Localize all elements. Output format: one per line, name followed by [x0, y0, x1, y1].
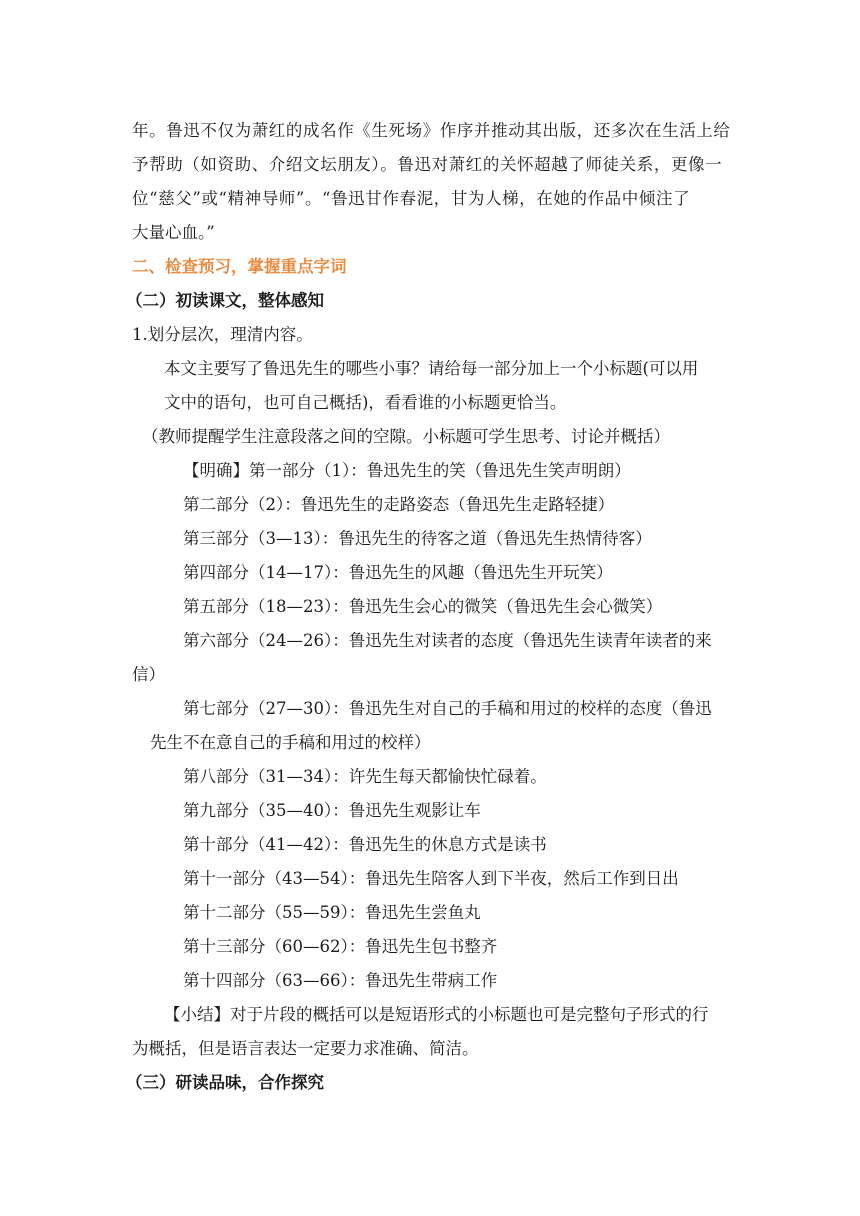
question-line-2: 文中的语句，也可自己概括)，看看谁的小标题更恰当。 [164, 393, 567, 412]
part-7-line-1: 第七部分（27—30）：鲁迅先生对自己的手稿和用过的校样的态度（鲁迅 [183, 699, 712, 718]
summary-line-1: 【小结】对于片段的概括可以是短语形式的小标题也可是完整句子形式的行 [164, 1005, 709, 1024]
part-14: 第十四部分（63—66）：鲁迅先生带病工作 [183, 971, 498, 990]
intro-line-1: 年。鲁迅不仅为萧红的成名作《生死场》作序并推动其出版，还多次在生活上给 [132, 121, 731, 140]
part-11: 第十一部分（43—54）：鲁迅先生陪客人到下半夜，然后工作到日出 [183, 869, 679, 888]
subsection-heading: （二）初读课文，整体感知 [126, 291, 324, 310]
intro-line-3: 位“慈父”或“精神导师”。“鲁迅甘作春泥，甘为人梯，在她的作品中倾注了 [132, 189, 691, 208]
part-9: 第九部分（35—40）：鲁迅先生观影让车 [183, 801, 481, 820]
item-label: 1.划分层次，理清内容。 [132, 325, 313, 344]
part-6-line-2: 信） [132, 665, 165, 684]
subsection-heading-3: （三）研读品味，合作探究 [126, 1073, 324, 1092]
part-6-line-1: 第六部分（24—26）：鲁迅先生对读者的态度（鲁迅先生读青年读者的来 [183, 631, 712, 650]
intro-line-2: 予帮助（如资助、介绍文坛朋友）。鲁迅对萧红的关怀超越了师徒关系，更像一 [132, 155, 723, 174]
teacher-note: （教师提醒学生注意段落之间的空隙。小标题可学生思考、讨论并概括） [142, 427, 670, 446]
part-8: 第八部分（31—34）：许先生每天都愉快忙碌着。 [183, 767, 547, 786]
part-4: 第四部分（14—17）：鲁迅先生的风趣（鲁迅先生开玩笑） [183, 563, 613, 582]
part-2: 第二部分（2）：鲁迅先生的走路姿态（鲁迅先生走路轻捷） [183, 495, 615, 514]
part-5: 第五部分（18—23）：鲁迅先生会心的微笑（鲁迅先生会心微笑） [183, 597, 663, 616]
intro-line-4: 大量心血。” [132, 223, 215, 242]
part-7-line-2: 先生不在意自己的手稿和用过的校样） [150, 733, 431, 752]
part-1: 【明确】第一部分（1）：鲁迅先生的笑（鲁迅先生笑声明朗） [183, 461, 631, 480]
question-line-1: 本文主要写了鲁迅先生的哪些小事？请给每一部分加上一个小标题(可以用 [164, 359, 699, 378]
section-heading: 二、检查预习，掌握重点字词 [132, 257, 347, 276]
part-12: 第十二部分（55—59）：鲁迅先生尝鱼丸 [183, 903, 481, 922]
part-13: 第十三部分（60—62）：鲁迅先生包书整齐 [183, 937, 498, 956]
summary-line-2: 为概括，但是语言表达一定要力求准确、简洁。 [132, 1039, 479, 1058]
part-10: 第十部分（41—42）：鲁迅先生的休息方式是读书 [183, 835, 547, 854]
part-3: 第三部分（3—13）：鲁迅先生的待客之道（鲁迅先生热情待客） [183, 529, 652, 548]
